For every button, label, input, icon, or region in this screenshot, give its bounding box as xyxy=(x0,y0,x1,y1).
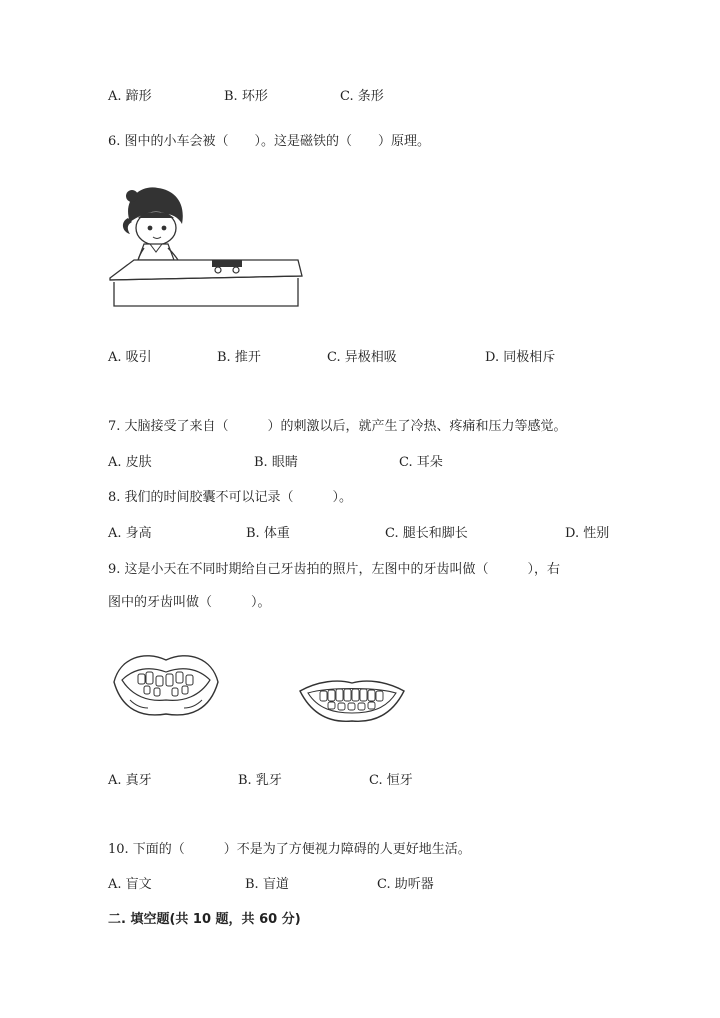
q9-question-text-line2: 图中的牙齿叫做（ ）。 xyxy=(108,595,271,610)
q6-option-c[interactable]: C. 异极相吸 xyxy=(327,350,397,365)
q5-option-b[interactable]: B. 环形 xyxy=(224,89,268,104)
q10-option-a[interactable]: A. 盲文 xyxy=(108,877,152,892)
q6-option-a[interactable]: A. 吸引 xyxy=(108,350,152,365)
q8-option-a[interactable]: A. 身高 xyxy=(108,526,152,541)
permanent-teeth-mouth-illustration xyxy=(298,677,406,725)
q8-option-b[interactable]: B. 体重 xyxy=(246,526,290,541)
q10-option-c[interactable]: C. 助听器 xyxy=(377,877,434,892)
q6-option-b[interactable]: B. 推开 xyxy=(217,350,261,365)
baby-teeth-mouth-illustration xyxy=(110,648,222,720)
q7-option-a[interactable]: A. 皮肤 xyxy=(108,455,152,470)
q9-option-a[interactable]: A. 真牙 xyxy=(108,773,152,788)
q8-option-c[interactable]: C. 腿长和脚长 xyxy=(385,526,468,541)
q7-question-text: 7. 大脑接受了来自（ ）的刺激以后，就产生了冷热、疼痛和压力等感觉。 xyxy=(108,419,567,434)
q8-option-d[interactable]: D. 性别 xyxy=(565,526,610,541)
q6-question-text: 6. 图中的小车会被（ ）。这是磁铁的（ ）原理。 xyxy=(108,134,431,149)
q9-option-c[interactable]: C. 恒牙 xyxy=(369,773,413,788)
q9-option-b[interactable]: B. 乳牙 xyxy=(238,773,282,788)
q6-option-d[interactable]: D. 同极相斥 xyxy=(485,350,556,365)
q10-option-b[interactable]: B. 盲道 xyxy=(245,877,289,892)
q9-question-text-line1: 9. 这是小天在不同时期给自己牙齿拍的照片，左图中的牙齿叫做（ ），右 xyxy=(108,562,561,577)
q7-option-c[interactable]: C. 耳朵 xyxy=(399,455,443,470)
q5-option-c[interactable]: C. 条形 xyxy=(340,89,384,104)
q10-question-text: 10. 下面的（ ）不是为了方便视力障碍的人更好地生活。 xyxy=(108,842,471,857)
section-heading: 二. 填空题(共 10 题，共 60 分) xyxy=(108,912,301,927)
q5-option-a[interactable]: A. 蹄形 xyxy=(108,89,152,104)
q8-question-text: 8. 我们的时间胶囊不可以记录（ ）。 xyxy=(108,490,353,505)
q7-option-b[interactable]: B. 眼睛 xyxy=(254,455,298,470)
girl-with-magnet-car-illustration xyxy=(108,182,304,310)
